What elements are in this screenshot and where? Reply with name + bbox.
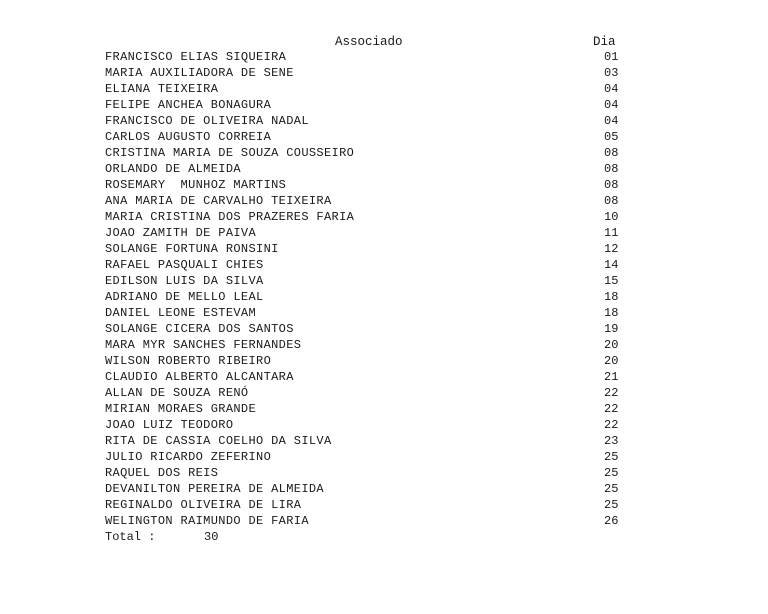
list-item (105, 114, 665, 130)
birthday-day: 25 (604, 466, 619, 480)
birthday-day: 25 (604, 498, 619, 512)
associate-name: FELIPE ANCHEA BONAGURA (105, 98, 272, 112)
associate-name: ROSEMARY MUNHOZ MARTINS (105, 178, 287, 192)
associate-name: MARIA AUXILIADORA DE SENE (105, 66, 294, 80)
associate-name: WILSON ROBERTO RIBEIRO (105, 354, 272, 368)
list-item (105, 466, 665, 482)
birthday-day: 01 (604, 50, 619, 64)
birthday-day: 20 (604, 338, 619, 352)
birthday-day: 22 (604, 402, 619, 416)
list-item (105, 418, 665, 434)
birthday-day: 18 (604, 306, 619, 320)
associate-name: ADRIANO DE MELLO LEAL (105, 290, 264, 304)
list-item (105, 66, 665, 82)
birthday-day: 25 (604, 482, 619, 496)
birthday-day: 23 (604, 434, 619, 448)
report-body (105, 0, 665, 544)
list-item (105, 370, 665, 386)
birthday-day: 08 (604, 146, 619, 160)
birthday-day: 21 (604, 370, 619, 384)
list-item (105, 194, 665, 210)
associate-name: SOLANGE FORTUNA RONSINI (105, 242, 279, 256)
associate-name: MIRIAN MORAES GRANDE (105, 402, 257, 416)
birthday-day: 18 (604, 290, 619, 304)
birthday-day: 03 (604, 66, 619, 80)
associate-name: SOLANGE CICERA DOS SANTOS (105, 322, 294, 336)
associate-name: JOAO ZAMITH DE PAIVA (105, 226, 257, 240)
associate-name: DANIEL LEONE ESTEVAM (105, 306, 257, 320)
birthday-day: 15 (604, 274, 619, 288)
list-item (105, 226, 665, 242)
list-item (105, 498, 665, 514)
list-item (105, 274, 665, 290)
list-item (105, 258, 665, 274)
birthday-day: 26 (604, 514, 619, 528)
list-item (105, 354, 665, 370)
birthday-day: 08 (604, 178, 619, 192)
birthday-day: 12 (604, 242, 619, 256)
list-item (105, 322, 665, 338)
list-item (105, 210, 665, 226)
birthday-day: 04 (604, 82, 619, 96)
birthday-day: 20 (604, 354, 619, 368)
birthday-day: 25 (604, 450, 619, 464)
associate-name: WELINGTON RAIMUNDO DE FARIA (105, 514, 309, 528)
birthday-day: 11 (604, 226, 619, 240)
list-item (105, 50, 665, 66)
associate-name: JOAO LUIZ TEODORO (105, 418, 234, 432)
column-header-dia: Dia (593, 35, 616, 49)
associate-name: FRANCISCO ELIAS SIQUEIRA (105, 50, 287, 64)
associate-name: DEVANILTON PEREIRA DE ALMEIDA (105, 482, 324, 496)
associate-name: CLAUDIO ALBERTO ALCANTARA (105, 370, 294, 384)
associate-name: CARLOS AUGUSTO CORREIA (105, 130, 272, 144)
birthday-day: 05 (604, 130, 619, 144)
birthday-day: 04 (604, 114, 619, 128)
list-item (105, 242, 665, 258)
birthday-day: 04 (604, 98, 619, 112)
associate-name: REGINALDO OLIVEIRA DE LIRA (105, 498, 302, 512)
associate-name: FRANCISCO DE OLIVEIRA NADAL (105, 114, 309, 128)
list-item (105, 290, 665, 306)
birthday-day: 19 (604, 322, 619, 336)
list-item (105, 146, 665, 162)
associate-name: JULIO RICARDO ZEFERINO (105, 450, 272, 464)
list-item (105, 338, 665, 354)
list-item (105, 162, 665, 178)
birthday-day: 08 (604, 162, 619, 176)
associates-list (105, 50, 665, 530)
column-header-associado: Associado (335, 35, 403, 49)
list-item (105, 130, 665, 146)
total-label: Total : (105, 530, 156, 544)
associate-name: EDILSON LUIS DA SILVA (105, 274, 264, 288)
associate-name: MARA MYR SANCHES FERNANDES (105, 338, 302, 352)
total-value: 30 (204, 530, 219, 544)
birthday-day: 22 (604, 418, 619, 432)
list-item (105, 386, 665, 402)
list-item (105, 514, 665, 530)
list-item (105, 82, 665, 98)
birthday-day: 10 (604, 210, 619, 224)
birthday-day: 22 (604, 386, 619, 400)
list-item (105, 306, 665, 322)
associate-name: RITA DE CASSIA COELHO DA SILVA (105, 434, 332, 448)
list-item (105, 450, 665, 466)
associate-name: RAQUEL DOS REIS (105, 466, 219, 480)
associate-name: ELIANA TEIXEIRA (105, 82, 219, 96)
associate-name: CRISTINA MARIA DE SOUZA COUSSEIRO (105, 146, 355, 160)
associate-name: ORLANDO DE ALMEIDA (105, 162, 241, 176)
list-item (105, 434, 665, 450)
associate-name: MARIA CRISTINA DOS PRAZERES FARIA (105, 210, 355, 224)
list-item (105, 482, 665, 498)
list-item (105, 98, 665, 114)
birthday-day: 14 (604, 258, 619, 272)
list-item (105, 178, 665, 194)
list-item (105, 402, 665, 418)
birthday-day: 08 (604, 194, 619, 208)
associate-name: ANA MARIA DE CARVALHO TEIXEIRA (105, 194, 332, 208)
associate-name: ALLAN DE SOUZA RENÓ (105, 386, 249, 400)
associate-name: RAFAEL PASQUALI CHIES (105, 258, 264, 272)
